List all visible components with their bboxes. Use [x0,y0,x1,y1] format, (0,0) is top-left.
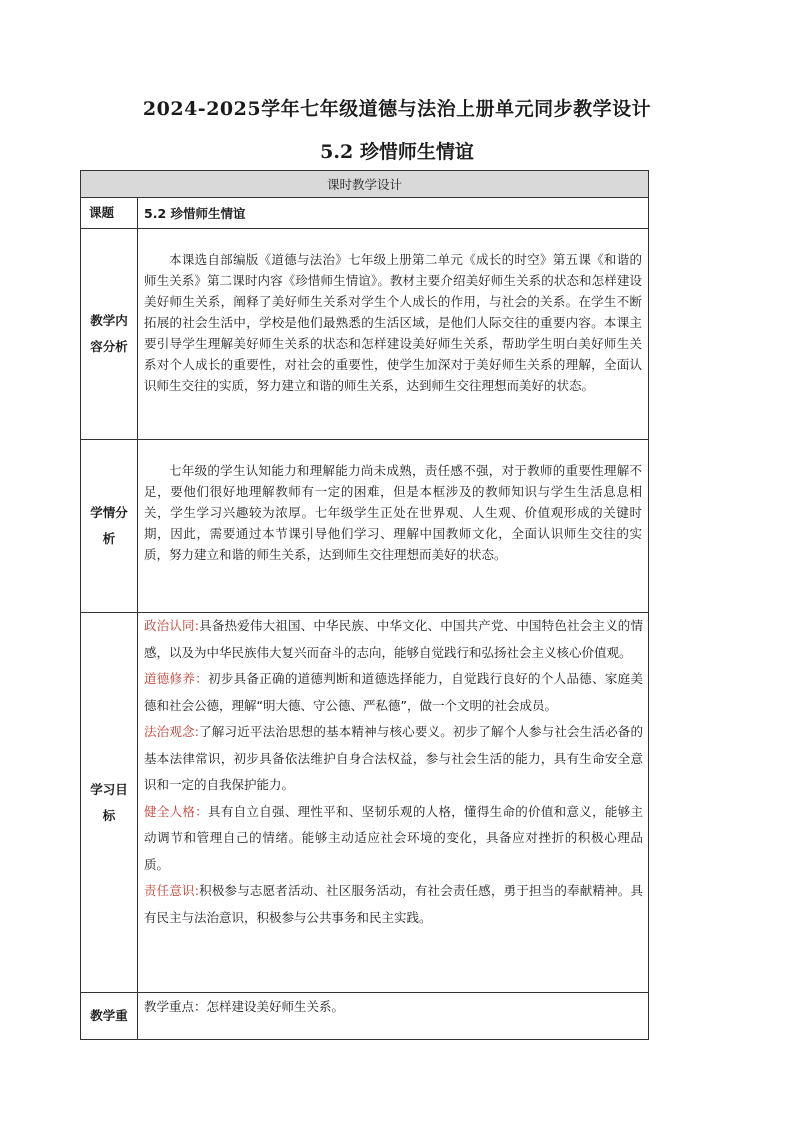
content-analysis-label-line1: 教学内 [90,313,128,328]
course-value: 5.2 珍惜师生情谊 [138,198,649,229]
content-analysis-label-line2: 容分析 [90,339,128,354]
goal-item [144,799,643,879]
goal-text: 具有自立自强、理性平和、坚韧乐观的人格，懂得生命的价值和意义，能够主动调节和管理自己的情绪。能够主动适应社会环境的变化，具备应对挫折的积极心理品质。 [144,803,643,872]
table-header: 课时教学设计 [81,171,649,198]
goal-item [144,613,643,666]
learning-goals-row [81,613,649,993]
goal-text: 具备热爱伟大祖国、中华民族、中华文化、中国共产党、中国特色社会主义的情感，以及为中华民族伟大复兴而奋斗的志向，能够自觉践行和弘扬社会主义核心价值观。 [144,618,643,660]
key-points-label: 教学重 [81,993,138,1040]
goal-label: 道德修养： [144,671,209,686]
goal-label: 健全人格： [144,803,209,819]
content-analysis-text: 本课选自部编版《道德与法治》七年级上册第二单元《成长的时空》第五课《和谐的师生关系》第二课时内容《珍惜师生情谊》。教材主要介绍美好师生关系的状态和怎样建设美好师生关系，阐释了美好师生关系对学生个人成长的作用，与社会的关系。在学生不断拓展的社会生活中，学校是他们最熟悉的生活区域，是他们人际交往的重要内容。本课主要引导学生理解美好师生关系的状态和怎样建设美好师生关系，帮助学生明白美好师生关系对个人成长的重要性，对社会的重要性，使学生加深对于美好师生关系的理解，全面认识师生交往的实质，努力建立和谐的师生关系，达到师生交往理想而美好的状态。 [144,252,642,393]
goal-text: 积极参与志愿者活动、社区服务活动，有社会责任感，勇于担当的奉献精神。具有民主与法治意识，积极参与公共事务和民主实践。 [144,883,643,925]
goal-item [144,666,643,719]
goal-label: 政治认同: [144,618,199,633]
goal-text: 初步具备正确的道德判断和道德选择能力，自觉践行良好的个人品德、家庭美德和社会公德，理解“明大德、守公德、严私德”，做一个文明的社会成员。 [144,671,643,713]
learning-goals-label-line2: 标 [102,807,116,823]
student-analysis-label [81,440,138,613]
content-analysis-cell [138,229,649,440]
course-label: 课题 [81,198,138,229]
lesson-design-table [80,170,649,1040]
goal-item [144,719,643,799]
learning-goals-label-line1: 学习目 [90,781,128,797]
document-subtitle: 5.2 珍惜师生情谊 [320,141,474,163]
student-analysis-row [81,440,649,613]
student-analysis-label-line1: 学情分 [90,505,128,520]
key-points-text: 教学重点：怎样建设美好师生关系。 [138,993,649,1040]
course-row [81,198,649,229]
goal-label: 责任意识: [144,883,199,898]
learning-goals-cell [138,613,649,993]
content-analysis-label [81,229,138,440]
document-title: 2024-2025学年七年级道德与法治上册单元同步教学设计 [142,98,652,120]
student-analysis-cell [138,440,649,613]
goal-label: 法治观念: [144,724,199,739]
key-points-row [81,993,649,1040]
student-analysis-label-line2: 析 [102,531,116,546]
learning-goals-label [81,613,138,993]
student-analysis-text: 七年级的学生认知能力和理解能力尚未成熟，责任感不强，对于教师的重要性理解不足，要他们很好地理解教师有一定的困难，但是本框涉及的教师知识与学生生活息息相关，学生学习兴趣较为浓厚。七年级学生正处在世界观、人生观、价值观形成的关键时期，因此，需要通过本节课引导他们学习、理解中国教师文化，全面认识师生交往的实质，努力建立和谐的师生关系，达到师生交往理想而美好的状态。 [144,463,642,562]
goal-item [144,878,643,931]
content-analysis-row [81,229,649,440]
goal-text: 了解习近平法治思想的基本精神与核心要义。初步了解个人参与社会生活必备的基本法律常识，初步具备依法维护自身合法权益，参与社会生活的能力，具有生命安全意识和一定的自我保护能力。 [144,724,643,792]
table-header-row [81,171,649,198]
